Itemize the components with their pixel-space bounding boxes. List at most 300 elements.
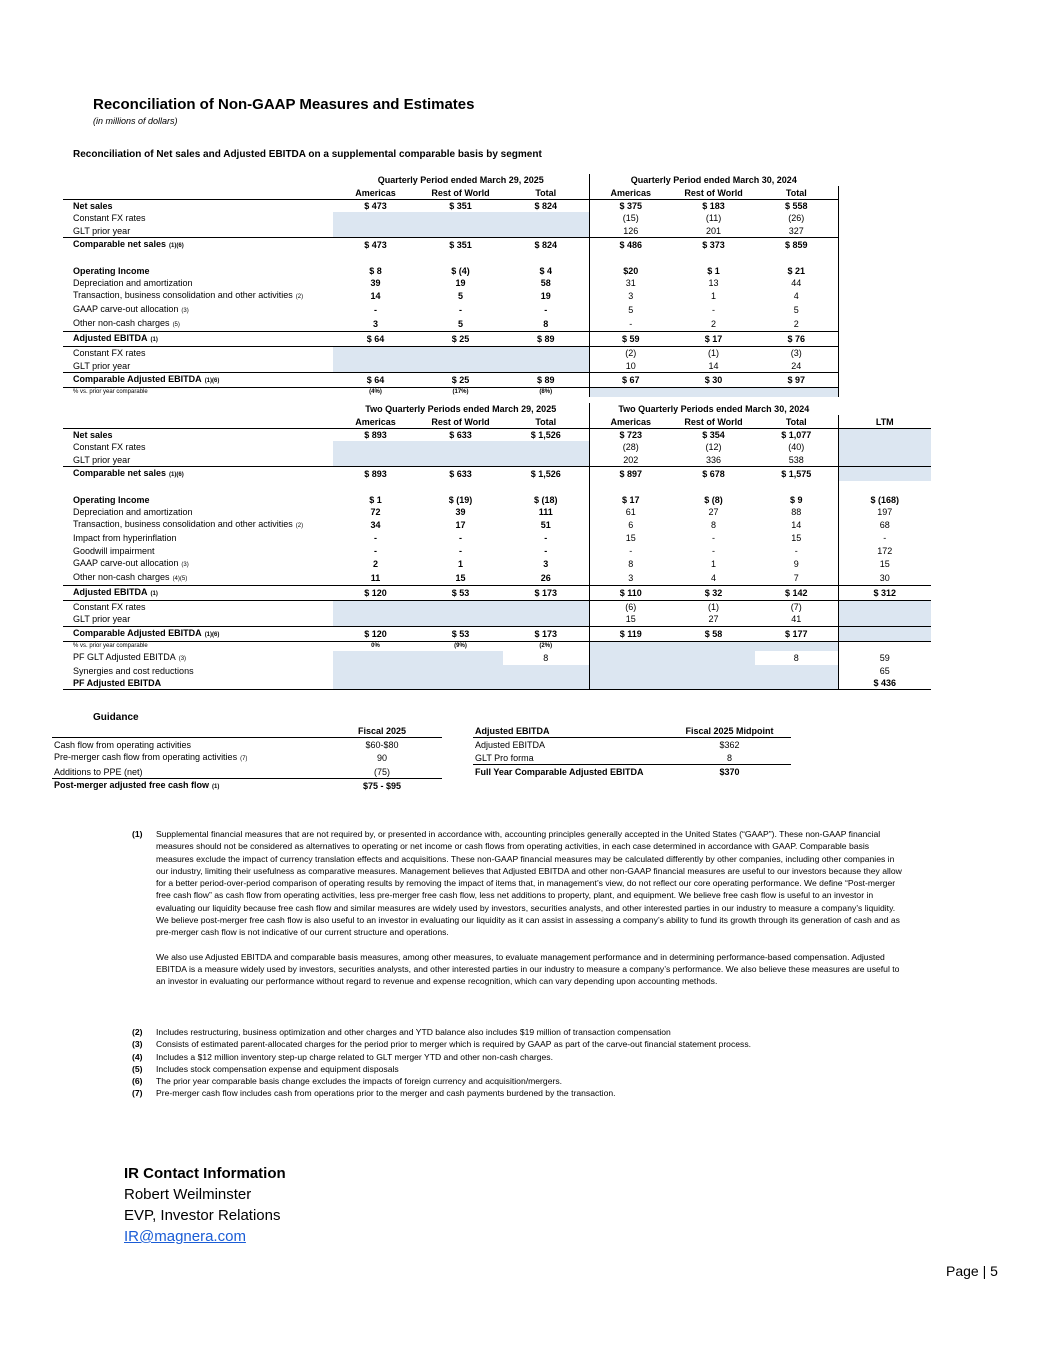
row-label — [63, 665, 333, 677]
table-cell — [503, 225, 589, 238]
row-label — [63, 199, 333, 212]
ir-contact — [124, 1163, 286, 1247]
column-header: Americas — [589, 415, 672, 428]
table-cell — [503, 677, 589, 690]
table-cell: - — [374, 305, 377, 316]
table-cell: 3 — [589, 289, 672, 303]
row-label — [63, 506, 333, 518]
table-cell — [418, 212, 503, 224]
table-cell: $ 9 — [755, 493, 838, 505]
pct-cell: (17%) — [418, 387, 503, 397]
guidance-label: GLT Pro forma — [475, 752, 534, 763]
row-note: (1)(6) — [204, 377, 220, 384]
table-cell — [418, 360, 503, 373]
table-cell: 4 — [711, 572, 717, 583]
table-cell: $ 633 — [418, 428, 503, 441]
table-cell: (11) — [705, 213, 722, 224]
column-header: Americas — [589, 186, 672, 199]
row-note: (1)(6) — [169, 471, 184, 478]
guidance-label — [52, 751, 322, 765]
row-note: (5) — [172, 322, 180, 329]
footnote-item — [132, 1087, 902, 1099]
guidance-row — [52, 779, 442, 794]
table-cell: 19 — [540, 291, 551, 302]
row-label — [63, 212, 333, 224]
table-cell: $ 351 — [418, 237, 503, 252]
row-note: (1)(6) — [169, 242, 184, 249]
pct-cell — [589, 641, 672, 651]
table-row — [63, 347, 838, 360]
footnote-number: (5) — [132, 1063, 143, 1074]
tail-row — [63, 677, 931, 690]
row-label-text: Adjusted EBITDA — [73, 586, 148, 597]
table-cell: 197 — [877, 506, 893, 517]
table-cell: $ 1,575 — [755, 466, 838, 481]
table-cell — [503, 454, 589, 467]
table-cell: 13 — [708, 277, 719, 288]
table-cell — [838, 454, 931, 467]
row-label — [63, 545, 333, 557]
table-cell: $ 30 — [672, 372, 755, 387]
table-cell: $ 177 — [755, 626, 838, 641]
table-cell — [672, 651, 755, 665]
guidance-value: $75 - $95 — [322, 779, 442, 794]
table-row — [63, 237, 838, 252]
ir-heading: IR Contact Information — [124, 1165, 286, 1182]
table-cell: 126 — [589, 225, 672, 238]
table-cell: $ 110 — [589, 585, 672, 600]
table-cell: 538 — [755, 454, 838, 467]
guidance-label: Adjusted EBITDA — [475, 739, 546, 750]
table-cell: 2 — [372, 558, 378, 569]
row-note: (3) — [181, 561, 189, 568]
table-cell: 30 — [879, 572, 890, 583]
row-label — [63, 428, 333, 441]
table-cell: 14 — [755, 518, 838, 532]
table-cell: 15 — [455, 572, 466, 583]
table-cell: - — [374, 533, 377, 544]
table-cell — [838, 600, 931, 613]
table-cell: 4 — [755, 289, 838, 303]
row-label — [63, 571, 333, 586]
row-label — [63, 332, 333, 347]
table-cell: $ (8) — [704, 494, 723, 505]
pct-cell: (9%) — [418, 641, 503, 651]
table-cell: 3 — [372, 319, 378, 330]
row-note: (2) — [295, 523, 304, 530]
table-cell: $ 64 — [333, 372, 418, 387]
pct-cell: (2%) — [503, 641, 589, 651]
period-2024-header: Quarterly Period ended March 30, 2024 — [589, 174, 838, 186]
table-cell — [418, 600, 503, 613]
row-note: (2) — [295, 294, 304, 301]
row-label-text: Transaction, business consolidation and other activities — [73, 290, 293, 301]
guidance-row — [473, 738, 791, 752]
table-cell — [503, 441, 589, 453]
table-cell: - — [459, 533, 462, 544]
row-label-text: GLT prior year — [73, 360, 131, 371]
table-cell — [333, 441, 418, 453]
table-cell — [333, 360, 418, 373]
table-row — [63, 225, 838, 238]
table-cell: (12) — [705, 442, 722, 453]
row-label — [63, 600, 333, 613]
footnote-item — [132, 1051, 902, 1063]
column-header-row — [63, 415, 931, 428]
guidance-value: 8 — [726, 752, 732, 763]
table-cell: - — [544, 305, 548, 316]
row-label-text: GAAP carve-out allocation — [73, 304, 179, 315]
guidance-label-text: Cash flow from operating activities — [54, 739, 192, 750]
footnote-text: The prior year comparable basis change excludes the impacts of foreign currency and acquisition/mergers. — [156, 1076, 563, 1087]
table-cell — [418, 613, 503, 626]
table-cell: $ 89 — [503, 372, 589, 387]
table-cell: - — [755, 545, 838, 557]
period-header-row — [63, 174, 838, 186]
table-cell: $ (18) — [534, 494, 558, 505]
guidance-value: 90 — [376, 753, 387, 763]
table-cell — [589, 481, 672, 493]
column-header: Total — [755, 415, 838, 428]
row-label — [63, 481, 333, 493]
table-cell: $ 76 — [755, 332, 838, 347]
footnote-number: (2) — [132, 1027, 143, 1037]
table-cell: $ 183 — [672, 199, 755, 212]
pct-cell — [755, 641, 838, 651]
pct-row — [63, 387, 838, 397]
table-cell: 1 — [711, 291, 717, 302]
table-cell: 5 — [457, 291, 463, 302]
footnote-text: Includes stock compensation expense and equipment disposals — [156, 1063, 399, 1074]
table-cell: 202 — [589, 454, 672, 467]
table-cell — [418, 454, 503, 467]
fiscal-2025-header: Fiscal 2025 — [322, 724, 442, 738]
pct-cell — [672, 641, 755, 651]
table-cell — [503, 212, 589, 224]
pct-cell: (4%) — [333, 387, 418, 397]
table-cell: 58 — [540, 277, 551, 288]
table-cell: 15 — [879, 558, 890, 569]
ir-email-link[interactable]: IR@magnera.com — [124, 1228, 246, 1245]
table-cell: 34 — [370, 520, 381, 531]
footnote-number: (7) — [132, 1088, 143, 1099]
table-cell: 65 — [879, 665, 890, 676]
ir-role: EVP, Investor Relations — [124, 1207, 281, 1224]
table-cell: $ 486 — [589, 237, 672, 252]
row-label — [63, 613, 333, 626]
row-label-text: GLT prior year — [73, 454, 131, 465]
table-cell — [333, 347, 418, 360]
guidance-label — [52, 779, 322, 794]
table-cell: $ 25 — [418, 372, 503, 387]
table-row — [63, 557, 931, 571]
table-row — [63, 518, 931, 532]
table-cell: $ 53 — [418, 585, 503, 600]
row-label — [63, 252, 333, 264]
table-cell: 5 — [589, 303, 672, 317]
table-cell — [333, 454, 418, 467]
table-cell: 8 — [543, 652, 549, 663]
row-label — [63, 585, 333, 600]
section-title: Reconciliation of Net sales and Adjusted EBITDA on a supplemental comparable basis by segment — [73, 149, 542, 160]
table-cell — [418, 677, 503, 690]
table-cell: $ 173 — [503, 585, 589, 600]
column-header: Total — [535, 416, 557, 427]
table-cell — [503, 665, 589, 677]
guidance-row — [52, 751, 442, 765]
table-cell: $ 893 — [333, 428, 418, 441]
table-cell — [418, 441, 503, 453]
table-cell: $ (4) — [451, 265, 470, 276]
table-cell: - — [589, 545, 672, 557]
guidance-note: (7) — [240, 756, 248, 762]
row-label — [63, 277, 333, 289]
row-label-text: PF GLT Adjusted EBITDA — [73, 651, 176, 662]
table-row — [63, 493, 931, 505]
row-label — [63, 372, 333, 387]
row-label — [63, 360, 333, 373]
table-cell: (3) — [755, 347, 838, 360]
pct-cell: (8%) — [503, 387, 589, 397]
table-row — [63, 613, 931, 626]
row-label — [63, 466, 333, 481]
table-row — [63, 360, 838, 373]
table-row — [63, 481, 931, 493]
table-cell: $ 473 — [333, 237, 418, 252]
table-cell: $ 32 — [672, 585, 755, 600]
table-row — [63, 317, 838, 332]
row-label-text: Constant FX rates — [73, 442, 146, 453]
table-cell: 14 — [708, 360, 719, 371]
pct-cell — [755, 387, 838, 397]
table-cell: (1) — [672, 347, 755, 360]
table-cell: $ 120 — [333, 585, 418, 600]
table-cell: $ 89 — [503, 332, 589, 347]
table-cell — [333, 665, 418, 677]
table-cell: $ 375 — [589, 199, 672, 212]
table-cell: 7 — [755, 571, 838, 586]
table-cell — [755, 677, 838, 690]
footnote-number: (1) — [132, 829, 143, 839]
period-header-row — [63, 403, 931, 415]
table-cell: 172 — [877, 545, 893, 556]
table-cell: 11 — [370, 572, 381, 583]
pct-cell — [672, 387, 755, 397]
pct-label: % vs. prior year comparable — [63, 641, 333, 651]
table-cell: - — [712, 305, 716, 316]
column-header: Total — [535, 187, 557, 198]
guidance-label-text: Pre-merger cash flow from operating activities — [54, 752, 238, 762]
table-cell: 15 — [589, 613, 672, 626]
table-cell: $ 17 — [672, 332, 755, 347]
table-cell: $ (168) — [870, 494, 900, 505]
table-cell: (15) — [589, 212, 672, 224]
table-cell: - — [459, 545, 462, 556]
table-cell — [672, 252, 755, 264]
table-cell — [503, 347, 589, 360]
table-cell: $ 312 — [838, 585, 931, 600]
table-cell — [838, 428, 931, 441]
table-cell — [838, 613, 931, 626]
table-cell — [418, 347, 503, 360]
guidance-note: (1) — [212, 784, 220, 790]
table-cell: $ 21 — [755, 264, 838, 276]
table-row — [63, 466, 931, 481]
table-cell: 31 — [589, 277, 672, 289]
pct-label: % vs. prior year comparable — [63, 387, 333, 397]
table-row — [63, 428, 931, 441]
table-cell: 15 — [755, 532, 838, 544]
row-label-text: Comparable net sales — [73, 467, 167, 478]
table-row — [63, 545, 931, 557]
table-cell: (40) — [755, 441, 838, 453]
period-2025-header: Quarterly Period ended March 29, 2025 — [377, 175, 544, 186]
table-cell: $ 723 — [589, 428, 672, 441]
footnote-number: (6) — [132, 1076, 143, 1087]
table-cell: 19 — [455, 277, 466, 288]
table-cell: $ 824 — [503, 237, 589, 252]
guidance-row — [473, 751, 791, 765]
table-cell — [589, 677, 672, 690]
footnote-text: Includes a $12 million inventory step-up charge related to GLT merger YTD and other non-cash charges. — [156, 1051, 553, 1062]
table-cell: (7) — [755, 600, 838, 613]
row-label-text: Operating Income — [73, 265, 150, 276]
table-cell: - — [712, 533, 716, 544]
table-cell: $ 53 — [418, 626, 503, 641]
table-cell: 8 — [589, 557, 672, 571]
table-cell — [503, 360, 589, 373]
table-cell: $ 17 — [589, 493, 672, 505]
table-row — [63, 600, 931, 613]
table-row — [63, 252, 838, 264]
table-cell: 3 — [589, 571, 672, 586]
table-cell: $ 354 — [672, 428, 755, 441]
table-cell — [333, 481, 418, 493]
column-header: Americas — [355, 187, 396, 198]
guidance-value: $362 — [719, 739, 740, 750]
footnote-number: (3) — [132, 1039, 143, 1050]
table-cell: - — [459, 305, 462, 316]
table-cell: $ 1,077 — [755, 428, 838, 441]
table-cell: (26) — [755, 212, 838, 224]
table-cell — [755, 481, 838, 493]
table-cell: 8 — [711, 520, 717, 531]
table-row — [63, 289, 838, 303]
footnote-list — [132, 1026, 902, 1100]
footnote-text: Includes restructuring, business optimization and other charges and YTD balance also includes $19 million of transaction compensation — [156, 1027, 671, 1037]
table-cell — [333, 677, 418, 690]
row-label — [63, 237, 333, 252]
row-label-text: Comparable Adjusted EBITDA — [73, 373, 202, 384]
table-cell — [333, 613, 418, 626]
column-header-row — [63, 186, 838, 199]
guidance-value: $370 — [668, 765, 791, 779]
table-cell: 24 — [755, 360, 838, 373]
table-cell — [672, 481, 755, 493]
table-cell: 1 — [711, 558, 717, 569]
table-row — [63, 199, 838, 212]
table-cell — [672, 665, 755, 677]
table-row — [63, 454, 931, 467]
table-cell: 27 — [708, 614, 719, 625]
table-cell — [333, 252, 418, 264]
table-cell: 15 — [589, 532, 672, 544]
table-row — [63, 585, 931, 600]
table-cell: $ 120 — [333, 626, 418, 641]
table-cell: $ 4 — [539, 265, 553, 276]
table-cell: 88 — [755, 506, 838, 518]
table-row — [63, 212, 838, 224]
row-note: (3) — [181, 308, 189, 315]
table-cell — [333, 651, 418, 665]
table-cell: 2 — [711, 319, 717, 330]
quarterly-table — [63, 174, 839, 397]
footnote-item — [132, 1038, 902, 1050]
guidance-title: Guidance — [93, 712, 139, 723]
table-cell — [333, 600, 418, 613]
table-cell: - — [544, 545, 548, 556]
row-label-text: Other non-cash charges — [73, 318, 170, 329]
table-cell — [333, 225, 418, 238]
table-cell: $ 97 — [755, 372, 838, 387]
guidance-label-text: Additions to PPE (net) — [54, 766, 143, 777]
row-label-text: Constant FX rates — [73, 348, 146, 359]
guidance-value: (75) — [373, 766, 390, 777]
table-cell — [333, 212, 418, 224]
table-cell — [503, 252, 589, 264]
footnote-item — [132, 1063, 902, 1075]
table-cell: (2) — [589, 347, 672, 360]
table-cell: $ 67 — [589, 372, 672, 387]
row-label-text: Goodwill impairment — [73, 545, 155, 556]
table-cell — [755, 665, 838, 677]
table-cell: (6) — [589, 600, 672, 613]
table-cell: $ (19) — [448, 494, 473, 505]
row-label-text: Adjusted EBITDA — [73, 333, 148, 344]
table-cell: 5 — [457, 319, 463, 330]
guidance-value: $60-$80 — [365, 739, 399, 750]
table-cell: 1 — [457, 558, 463, 569]
table-row — [63, 571, 931, 586]
table-cell: 44 — [755, 277, 838, 289]
row-label — [63, 225, 333, 238]
footnote-text: Supplemental financial measures that are not required by, or presented in accordance with, accounting principles generally accepted in the United States (“GAAP”). These non-GAAP financial measures should not be considered as alternatives to operating or net income or cash flows from operating activities, in each case determined in accordance with GAAP. Comparable basis measures exclude the impact of currency translation effects and acquisitions. These non-GAAP financial measures may be calculated differently by other companies, including other companies in our industry, limiting their usefulness as comparative measures. Management believes that Adjusted EBITDA and other non-GAAP financial measures are useful to our investors because they allow for a better period-over-period comparison of operating results by removing the impact of items that, in management’s view, do not reflect our core operating performance. We define “Post-merger free cash flow” as cash flow from operating activities, less pre-merger free cash flow, less net additions to property, plant, and equipment. We believe free cash flow is useful to an investor in evaluating our liquidity because free cash flow and similar measures are widely used by investors, securities analysts, and other interested parties in our industry to measure a company’s liquidity. We believe post-merger free cash flow is also useful to an investor in evaluating our liquidity as it can assist in assessing a company’s ability to fund its growth through its generation of cash and as pre-merger cash flow is not indicative of our current structure and operations. — [156, 829, 902, 938]
row-note: (3) — [178, 655, 187, 662]
table-cell: $ 1,526 — [503, 428, 589, 441]
page-subtitle: (in millions of dollars) — [93, 116, 178, 126]
row-label-text: Depreciation and amortization — [73, 506, 193, 517]
table-cell: 26 — [540, 572, 551, 583]
row-label — [63, 651, 333, 665]
column-header: Total — [755, 186, 838, 199]
table-row — [63, 264, 838, 276]
table-cell: $ 58 — [672, 626, 755, 641]
row-label — [63, 303, 333, 317]
table-cell: $ 59 — [589, 332, 672, 347]
column-header: LTM — [875, 416, 894, 427]
table-row — [63, 506, 931, 518]
row-label — [63, 454, 333, 467]
row-label-text: PF Adjusted EBITDA — [73, 678, 162, 689]
table-cell: $20 — [589, 264, 672, 276]
table-cell: 9 — [755, 557, 838, 571]
table-cell: 336 — [706, 454, 722, 465]
page-number: Page | 5 — [946, 1263, 998, 1279]
footnote-number: (4) — [132, 1051, 143, 1062]
guidance-row — [52, 738, 442, 752]
row-label-text: Comparable Adjusted EBITDA — [73, 627, 202, 638]
table-cell: 327 — [755, 225, 838, 238]
